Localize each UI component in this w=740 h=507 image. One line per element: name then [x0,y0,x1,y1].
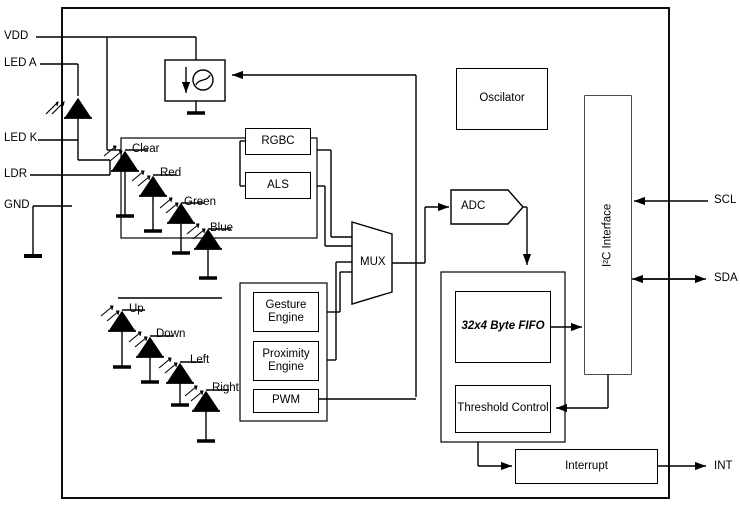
block-interrupt[interactable]: Interrupt [515,449,658,484]
photodiode-label-red: Red [160,167,182,179]
block-label-mux: MUX [360,256,386,268]
photodiode-label-down: Down [156,328,186,340]
block-oscillator[interactable]: Oscilator [456,68,548,130]
photodiode-label-left: Left [190,354,210,366]
photodiode-label-clear: Clear [132,143,160,155]
block-rgbc[interactable]: RGBC [245,128,311,155]
photodiode-label-green: Green [184,196,216,208]
pin-label-vdd: VDD [4,30,29,42]
block-als[interactable]: ALS [245,172,311,199]
photodiode-label-right: Right [212,382,239,394]
block-fifo[interactable]: 32x4 Byte FIFO [455,291,551,363]
block-proximity-engine[interactable]: Proximity Engine [253,341,319,381]
block-threshold-control[interactable]: Threshold Control [455,385,551,433]
pin-label-led-a: LED A [4,57,37,69]
pin-label-int: INT [714,460,733,472]
photodiode-label-blue: Blue [210,222,234,234]
block-gesture-engine[interactable]: Gesture Engine [253,292,319,332]
block-label-adc: ADC [461,200,486,212]
photodiode-label-up: Up [129,303,144,315]
pin-label-sda: SDA [714,272,738,284]
pin-label-gnd: GND [4,199,30,211]
pin-label-scl: SCL [714,194,737,206]
pin-label-ldr: LDR [4,168,28,180]
block-i2c-interface[interactable]: I²C Interface [585,96,631,374]
pin-label-led-k: LED K [4,132,38,144]
block-pwm[interactable]: PWM [253,389,319,413]
